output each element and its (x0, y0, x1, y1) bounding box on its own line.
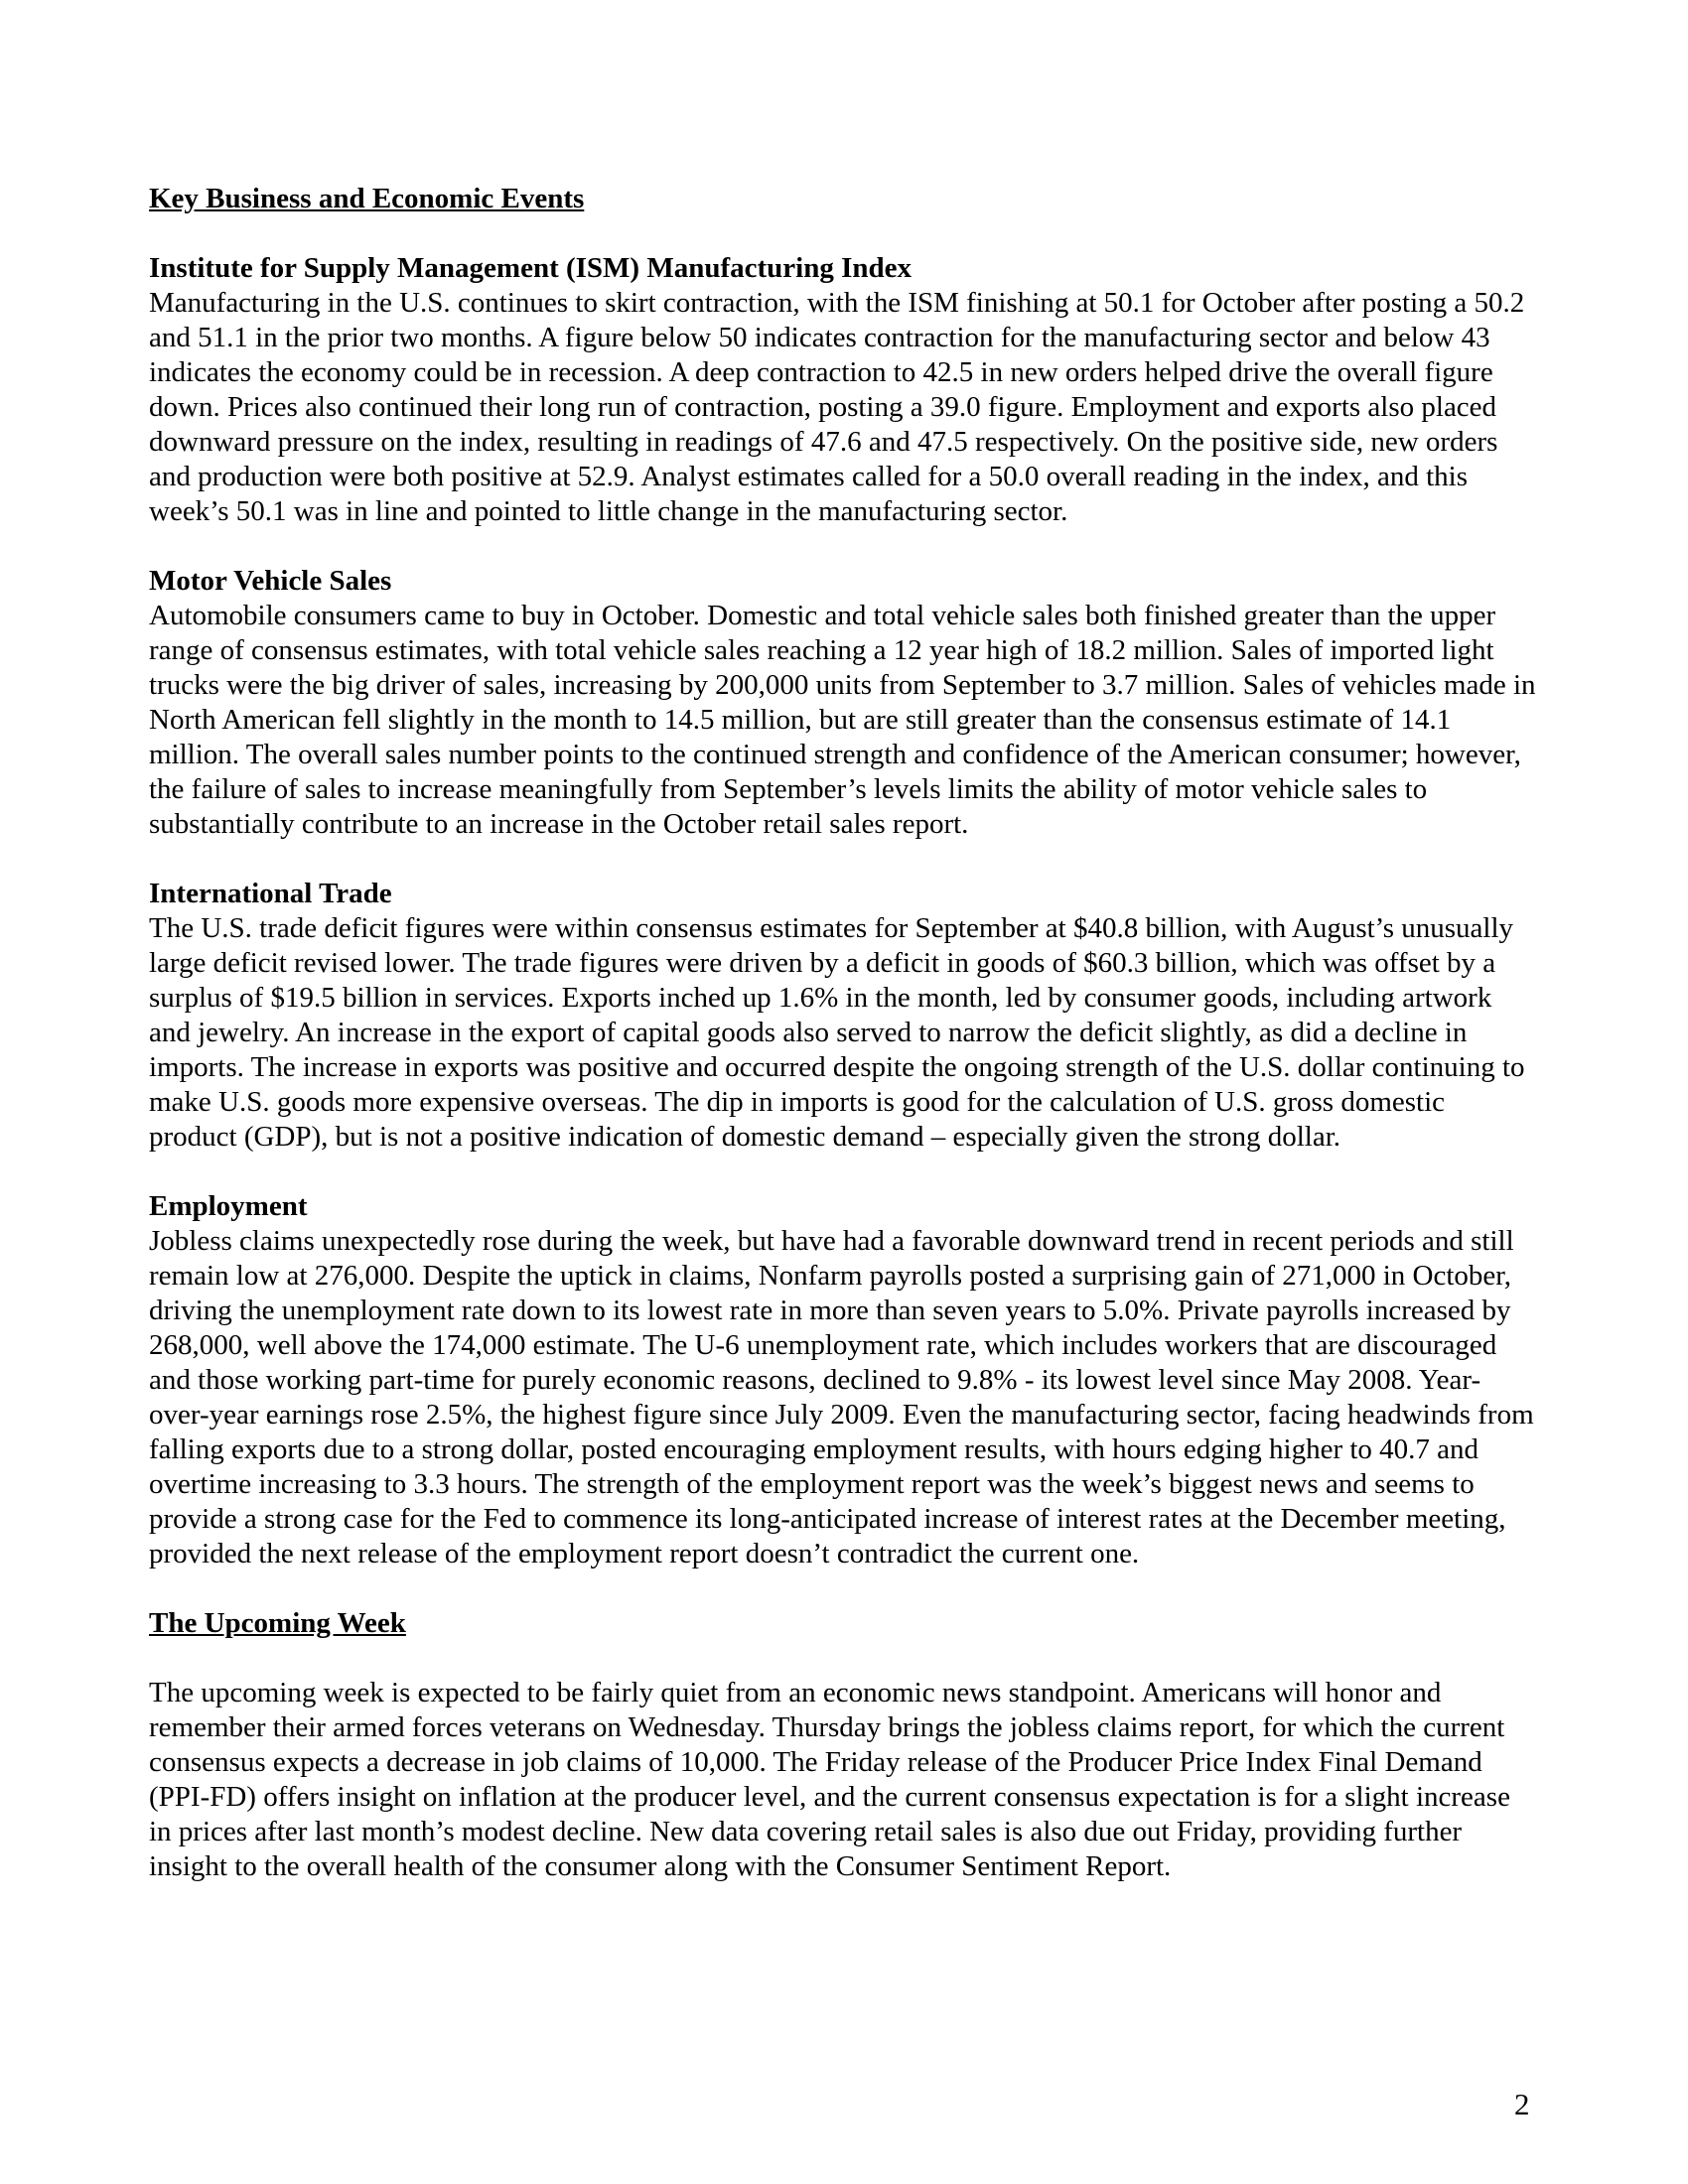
upcoming-week-body: The upcoming week is expected to be fairly quiet from an economic news standpoint. Americans will honor and remember their armed forces veterans on Wednesday. Thursday brings the jobless claims report, for which the current consensus expects a decrease in job claims of 10,000. The Friday release of the Producer Price Index Final Demand (PPI-FD) offers insight on inflation at the producer level, and the current consensus expectation is for a slight increase in prices after last month’s modest decline. New data covering retail sales is also due out Friday, providing further insight to the overall health of the consumer along with the Consumer Sentiment Report. (149, 1677, 1510, 1882)
employment-section (149, 1189, 1539, 1571)
international-trade-body: The U.S. trade deficit figures were within consensus estimates for September at $40.8 billion, with August’s unusually large deficit revised lower. The trade figures were driven by a deficit in goods of $60.3 billion, which was offset by a surplus of $19.5 billion in services. Exports inched up 1.6% in the month, led by consumer goods, including artwork and jewelry. An increase in the export of capital goods also served to narrow the deficit slightly, as did a decline in imports. The increase in exports was positive and occurred despite the ongoing strength of the U.S. dollar continuing to make U.S. goods more expensive overseas. The dip in imports is good for the calculation of U.S. gross domestic product (GDP), but is not a positive indication of domestic demand – especially given the strong dollar. (149, 912, 1525, 1153)
motor-vehicle-title: Motor Vehicle Sales (149, 565, 392, 597)
section-heading: Key Business and Economic Events (149, 183, 585, 214)
employment-body: Jobless claims unexpectedly rose during the week, but have had a favorable downward trend in recent periods and still remain low at 276,000. Despite the uptick in claims, Nonfarm payrolls posted a surprising gain of 271,000 in October, driving the unemployment rate down to its lowest rate in more than seven years to 5.0%. Private payrolls increased by 268,000, well above the 174,000 estimate. The U-6 unemployment rate, which includes workers that are discouraged and those working part-time for purely economic reasons, declined to 9.8% - its lowest level since May 2008. Year-over-year earnings rose 2.5%, the highest figure since July 2009. Even the manufacturing sector, facing headwinds from falling exports due to a strong dollar, posted encouraging employment results, with hours edging higher to 40.7 and overtime increasing to 3.3 hours. The strength of the employment report was the week’s biggest news and seems to provide a strong case for the Fed to commence its long-anticipated increase of interest rates at the December meeting, provided the next release of the employment report doesn’t contradict the current one. (149, 1225, 1534, 1570)
motor-vehicle-section (149, 564, 1539, 842)
employment-title: Employment (149, 1190, 308, 1222)
ism-title: Institute for Supply Management (ISM) Manufacturing Index (149, 252, 913, 284)
international-trade-title: International Trade (149, 878, 392, 909)
international-trade-section (149, 877, 1539, 1155)
upcoming-week-heading: The Upcoming Week (149, 1607, 406, 1639)
page-number: 2 (1514, 2087, 1530, 2121)
ism-section (149, 251, 1539, 529)
ism-body: Manufacturing in the U.S. continues to skirt contraction, with the ISM finishing at 50.1 for October after posting a 50.2 and 51.1 in the prior two months. A figure below 50 indicates contraction for the manufacturing sector and below 43 indicates the economy could be in recession. A deep contraction to 42.5 in new orders helped drive the overall figure down. Prices also continued their long run of contraction, posting a 39.0 figure. Employment and exports also placed downward pressure on the index, resulting in readings of 47.6 and 47.5 respectively. On the positive side, new orders and production were both positive at 52.9. Analyst estimates called for a 50.0 overall reading in the index, and this week’s 50.1 was in line and pointed to little change in the manufacturing sector. (149, 287, 1525, 527)
motor-vehicle-body: Automobile consumers came to buy in October. Domestic and total vehicle sales both finished greater than the upper range of consensus estimates, with total vehicle sales reaching a 12 year high of 18.2 million. Sales of imported light trucks were the big driver of sales, increasing by 200,000 units from September to 3.7 million. Sales of vehicles made in North American fell slightly in the month to 14.5 million, but are still greater than the consensus estimate of 14.1 million. The overall sales number points to the continued strength and confidence of the American consumer; however, the failure of sales to increase meaningfully from September’s levels limits the ability of motor vehicle sales to substantially contribute to an increase in the October retail sales report. (149, 600, 1536, 840)
document-page (149, 182, 1539, 1884)
